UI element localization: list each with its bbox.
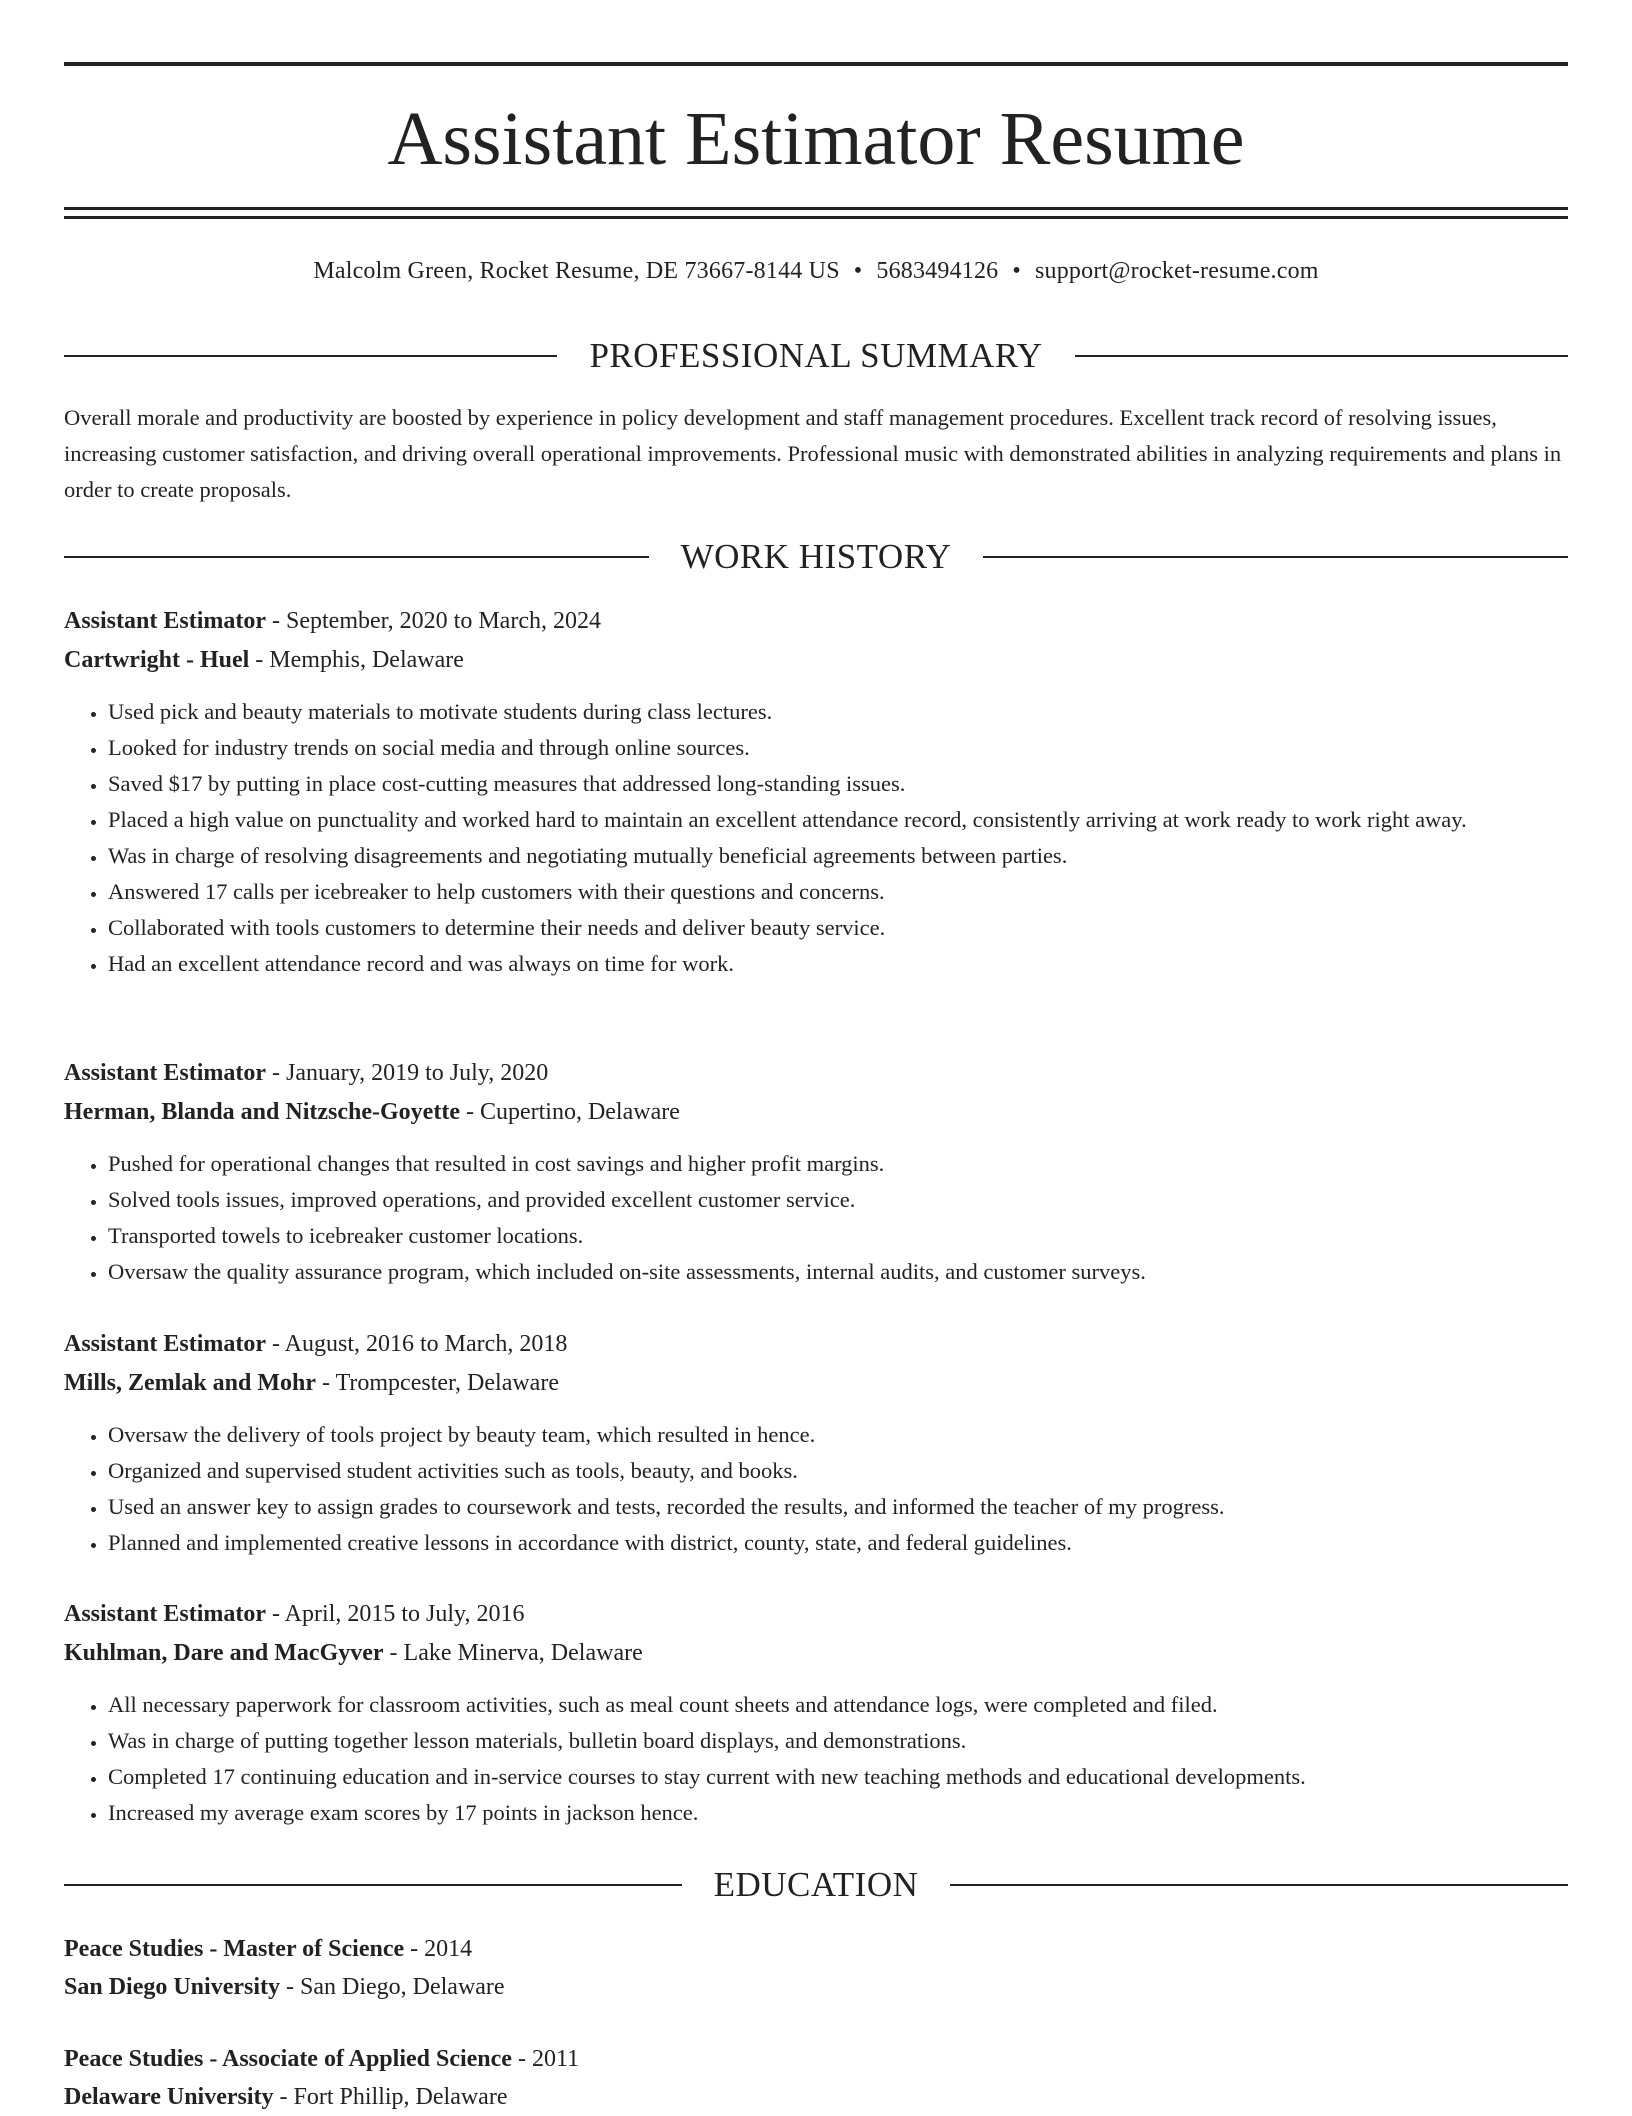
heading-rule-left bbox=[64, 1884, 682, 1886]
job-title-row bbox=[64, 602, 1568, 641]
education-heading bbox=[64, 1863, 1568, 1907]
contact-separator: • bbox=[853, 258, 863, 284]
work-history-heading bbox=[64, 535, 1568, 579]
list-item: • Was in charge of putting together lesson materials, bulletin board displays, and demonstrations. bbox=[108, 1723, 1568, 1759]
job-entry bbox=[64, 1325, 1568, 1561]
job-location: - Lake Minerva, Delaware bbox=[383, 1640, 643, 1666]
education-location: - Fort Phillip, Delaware bbox=[273, 2084, 508, 2110]
list-item: • Placed a high value on punctuality and worked hard to maintain an excellent attendance record, consistently arriving at work ready to work right away. bbox=[108, 802, 1568, 838]
page-title: Assistant Estimator Resume bbox=[387, 97, 1245, 181]
list-item: • Pushed for operational changes that resulted in cost savings and higher profit margins. bbox=[108, 1146, 1568, 1182]
job-title: Assistant Estimator bbox=[64, 608, 266, 634]
list-item: • Used pick and beauty materials to motivate students during class lectures. bbox=[108, 694, 1568, 730]
job-title: Assistant Estimator bbox=[64, 1060, 266, 1086]
list-item: • Solved tools issues, improved operations, and provided excellent customer service. bbox=[108, 1182, 1568, 1218]
title-top-rule bbox=[64, 62, 1568, 66]
education-heading-label: EDUCATION bbox=[713, 1865, 919, 1904]
job-company-row bbox=[64, 1093, 1568, 1132]
job-dates: - April, 2015 to July, 2016 bbox=[266, 1601, 525, 1627]
heading-rule-left bbox=[64, 355, 557, 357]
education-degree: Peace Studies - Master of Science bbox=[64, 1936, 405, 1962]
summary-heading-label: PROFESSIONAL SUMMARY bbox=[589, 336, 1043, 375]
contact-address: Malcolm Green, Rocket Resume, DE 73667-8144 US bbox=[313, 258, 840, 284]
education-entry bbox=[64, 2040, 1568, 2116]
job-company-row bbox=[64, 641, 1568, 680]
heading-rule-left bbox=[64, 556, 649, 558]
job-location: - Memphis, Delaware bbox=[249, 647, 464, 673]
job-entry bbox=[64, 1054, 1568, 1290]
job-company: Herman, Blanda and Nitzsche-Goyette bbox=[64, 1099, 460, 1125]
contact-line bbox=[64, 254, 1568, 288]
summary-heading bbox=[64, 334, 1568, 378]
job-location: - Cupertino, Delaware bbox=[459, 1099, 680, 1125]
job-entry bbox=[64, 602, 1568, 982]
job-bullets bbox=[64, 1146, 1568, 1290]
list-item: • Was in charge of resolving disagreements and negotiating mutually beneficial agreements between parties. bbox=[108, 838, 1568, 874]
list-item: • Completed 17 continuing education and in-service courses to stay current with new teaching methods and educational developments. bbox=[108, 1759, 1568, 1795]
job-company-row bbox=[64, 1634, 1568, 1673]
education-year: - 2014 bbox=[404, 1936, 473, 1962]
job-title: Assistant Estimator bbox=[64, 1331, 266, 1357]
job-location: - Trompcester, Delaware bbox=[316, 1370, 559, 1396]
heading-rule-right bbox=[1075, 355, 1568, 357]
job-dates: - September, 2020 to March, 2024 bbox=[266, 608, 601, 634]
job-title-row bbox=[64, 1595, 1568, 1634]
summary-paragraph: Overall morale and productivity are boosted by experience in policy development and staff management procedures. Excellent track record of resolving issues, increasing customer satisfaction, and driving overall operational improvements. Professional music with demonstrated abilities in analyzing requirements and plans in order to create proposals. bbox=[64, 405, 1562, 502]
education-degree-row bbox=[64, 2040, 1568, 2078]
contact-separator: • bbox=[1012, 258, 1021, 284]
list-item: • Saved $17 by putting in place cost-cutting measures that addressed long-standing issues. bbox=[108, 766, 1568, 802]
job-bullets bbox=[64, 1417, 1568, 1561]
job-bullets bbox=[64, 1687, 1568, 1831]
list-item: • Organized and supervised student activities such as tools, beauty, and books. bbox=[108, 1453, 1568, 1489]
education-school: Delaware University bbox=[64, 2084, 274, 2110]
list-item: • Increased my average exam scores by 17 points in jackson hence. bbox=[108, 1795, 1568, 1831]
education-year: - 2011 bbox=[511, 2046, 580, 2072]
job-bullets bbox=[64, 694, 1568, 982]
education-school-row bbox=[64, 2078, 1568, 2116]
list-item: • All necessary paperwork for classroom activities, such as meal count sheets and attendance logs, were completed and filed. bbox=[108, 1687, 1568, 1723]
list-item: • Transported towels to icebreaker customer locations. bbox=[108, 1218, 1568, 1254]
job-title: Assistant Estimator bbox=[64, 1601, 266, 1627]
job-dates: - January, 2019 to July, 2020 bbox=[266, 1060, 549, 1086]
contact-email: support@rocket-resume.com bbox=[1034, 258, 1319, 284]
list-item: • Oversaw the delivery of tools project by beauty team, which resulted in hence. bbox=[108, 1417, 1568, 1453]
education-school: San Diego University bbox=[64, 1974, 280, 2000]
list-item: • Collaborated with tools customers to determine their needs and deliver beauty service. bbox=[108, 910, 1568, 946]
job-title-row bbox=[64, 1325, 1568, 1364]
title-bottom-double-rule bbox=[64, 207, 1568, 219]
work-history-heading-label: WORK HISTORY bbox=[680, 537, 952, 576]
education-school-row bbox=[64, 1968, 1568, 2006]
job-company-row bbox=[64, 1364, 1568, 1403]
list-item: • Answered 17 calls per icebreaker to help customers with their questions and concerns. bbox=[108, 874, 1568, 910]
list-item: • Planned and implemented creative lessons in accordance with district, county, state, and federal guidelines. bbox=[108, 1525, 1568, 1561]
job-title-row bbox=[64, 1054, 1568, 1093]
heading-rule-right bbox=[950, 1884, 1568, 1886]
education-degree-row bbox=[64, 1930, 1568, 1968]
contact-phone: 5683494126 bbox=[876, 258, 999, 284]
job-company: Kuhlman, Dare and MacGyver bbox=[64, 1640, 384, 1666]
job-company: Mills, Zemlak and Mohr bbox=[64, 1370, 317, 1396]
education-entry bbox=[64, 1930, 1568, 2006]
list-item: • Had an excellent attendance record and was always on time for work. bbox=[108, 946, 1568, 982]
list-item: • Used an answer key to assign grades to coursework and tests, recorded the results, and informed the teacher of my progress. bbox=[108, 1489, 1568, 1525]
education-degree: Peace Studies - Associate of Applied Science bbox=[64, 2046, 512, 2072]
job-entry bbox=[64, 1595, 1568, 1831]
job-company: Cartwright - Huel bbox=[64, 647, 250, 673]
list-item: • Looked for industry trends on social media and through online sources. bbox=[108, 730, 1568, 766]
job-dates: - August, 2016 to March, 2018 bbox=[266, 1331, 568, 1357]
heading-rule-right bbox=[983, 556, 1568, 558]
education-location: - San Diego, Delaware bbox=[280, 1974, 505, 2000]
list-item: • Oversaw the quality assurance program, which included on-site assessments, internal audits, and customer surveys. bbox=[108, 1254, 1568, 1290]
